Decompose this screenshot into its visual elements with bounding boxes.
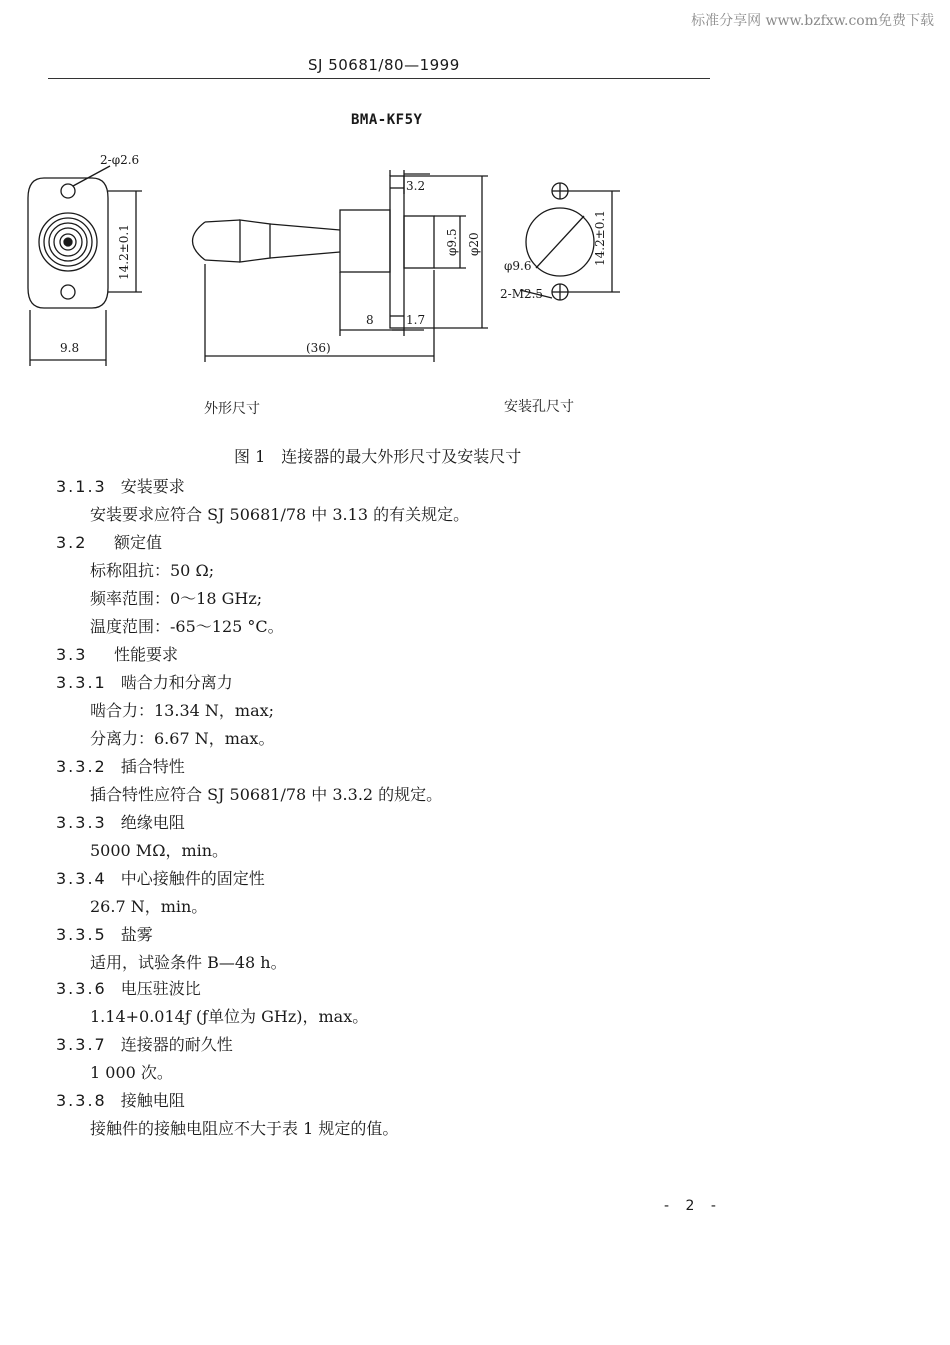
dim-dia-large: φ20 (467, 232, 481, 256)
section-heading: 3.3.1 啮合力和分离力 (56, 673, 233, 692)
connector-drawing (0, 140, 950, 380)
section-line: 适用，试验条件 B—48 h。 (90, 953, 287, 972)
section-line: 啮合力：13.34 N，max; (90, 701, 275, 720)
dim-flange-thick: 3.2 (406, 179, 426, 193)
section-line: 温度范围：-65～125 °C。 (90, 617, 284, 636)
dim-height-front: 14.2±0.1 (117, 224, 131, 280)
standard-number: SJ 50681/80—1999 (308, 56, 460, 74)
section-heading: 3.3.6 电压驻波比 (56, 979, 201, 998)
section-line: 接触件的接触电阻应不大于表 1 规定的值。 (90, 1119, 399, 1138)
section-line: 频率范围：0～18 GHz; (90, 589, 263, 608)
dim-len-17: 1.7 (406, 313, 426, 327)
label-outline: 外形尺寸 (204, 401, 260, 417)
section-heading: 3.2 额定值 (56, 533, 163, 552)
front-hole-top (61, 184, 75, 198)
flange (390, 176, 404, 328)
section-heading: 3.3.7 连接器的耐久性 (56, 1035, 233, 1054)
dim-hole-m: 2-M2.5 (500, 287, 544, 301)
front-sleeve (404, 216, 434, 268)
cable (205, 220, 240, 262)
model-title: BMA-KF5Y (351, 112, 423, 128)
section-heading: 3.3 性能要求 (56, 645, 179, 664)
dim-height-mount: 14.2±0.1 (593, 210, 607, 266)
section-line: 1 000 次。 (90, 1063, 173, 1082)
section-line: 标称阻抗：50 Ω; (90, 561, 215, 580)
section-line: 插合特性应符合 SJ 50681/78 中 3.3.2 的规定。 (90, 785, 443, 804)
dim-len-8: 8 (366, 313, 374, 327)
section-heading: 3.3.2 插合特性 (56, 757, 185, 776)
dim-width-front: 9.8 (60, 341, 80, 355)
section-line: 安装要求应符合 SJ 50681/78 中 3.13 的有关规定。 (90, 505, 470, 524)
dim-dia-small: φ9.5 (445, 228, 459, 256)
section-heading: 3.3.5 盐雾 (56, 925, 153, 944)
section-heading: 3.3.3 绝缘电阻 (56, 813, 185, 832)
figure-caption: 图 1 连接器的最大外形尺寸及安装尺寸 (234, 447, 522, 466)
dim-hole-dia: φ9.6 (504, 259, 532, 273)
header-rule (48, 78, 710, 79)
section-line: 26.7 N，min。 (90, 897, 208, 916)
body (340, 210, 390, 272)
dim-len-total: (36) (306, 341, 331, 355)
watermark: 标准分享网 www.bzfxw.com免费下载 (691, 13, 934, 29)
label-mounting: 安装孔尺寸 (504, 399, 574, 415)
section-heading: 3.3.4 中心接触件的固定性 (56, 869, 265, 888)
section-heading: 3.3.8 接触电阻 (56, 1091, 185, 1110)
section-line: 分离力：6.67 N，max。 (90, 729, 275, 748)
dimension-texts (60, 153, 607, 355)
front-hole-bottom (61, 285, 75, 299)
page-number: - 2 - (664, 1198, 722, 1214)
section-line: 5000 MΩ，min。 (90, 841, 229, 860)
dim-holes-front: 2-φ2.6 (100, 153, 140, 167)
section-heading: 3.1.3 安装要求 (56, 477, 185, 496)
crimp-sleeve (240, 220, 270, 262)
section-line: 1.14+0.014ƒ (ƒ单位为 GHz)，max。 (90, 1007, 369, 1026)
